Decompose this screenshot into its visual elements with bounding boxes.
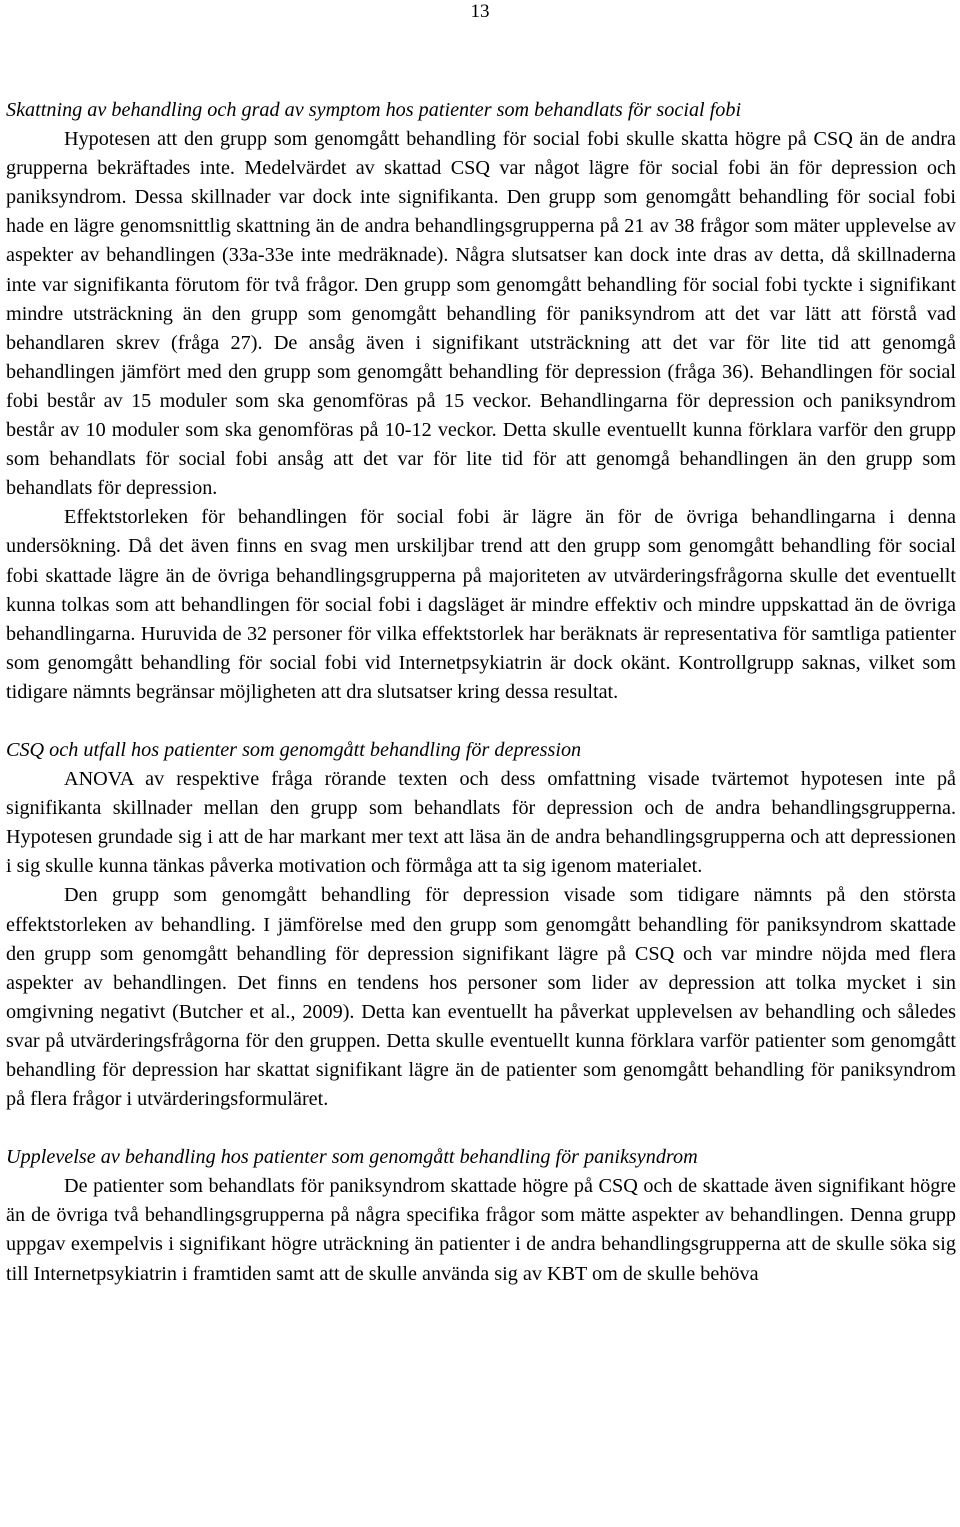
paragraph: ANOVA av respektive fråga rörande texten och dess omfattning visade tvärtemot hypotesen inte på signifikanta skillnader mellan den grupp som behandlats för depression och de andra behandlingsgrupperna. Hypotesen grundade sig i att de har markant mer text att läsa än de andra behandlingsgrupperna och att depressionen i sig skulle kunna tänkas påverka motivation och förmåga att ta sig igenom materialet.	[6, 768, 956, 878]
section-spacer	[6, 707, 956, 736]
section-heading: Skattning av behandling och grad av symptom hos patienter som behandlats för social fobi	[6, 99, 742, 121]
section-heading: Upplevelse av behandling hos patienter som genomgått behandling för paniksyndrom	[6, 1146, 698, 1169]
section-paniksyndrom	[6, 1143, 956, 1288]
paragraph: Hypotesen att den grupp som genomgått behandling för social fobi skulle skatta högre på CSQ än de andra grupperna bekräftades inte. Medelvärdet av skattad CSQ var något lägre för social fobi än för depression och paniksyndrom. Dessa skillnader var dock inte signifikanta. Den grupp som genomgått behandling för social fobi hade en lägre genomsnittlig skattning än de andra behandlingsgrupperna på 21 av 38 frågor som mäter upplevelse av aspekter av behandlingen (33a-33e inte medräknade). Några slutsatser kan dock inte dras av detta, då skillnaderna inte var signifikanta förutom för två frågor. Den grupp som genomgått behandling för social fobi tyckte i signifikant mindre utsträckning än den grupp som genomgått behandling för paniksyndrom att det var lätt att förstå vad behandlaren skrev (fråga 27). De ansåg även i signifikant utsträckning att det var för lite tid att genomgå behandlingen jämfört med den grupp som genomgått behandling för depression (fråga 36). Behandlingen för social fobi består av 15 moduler som ska genomföras på 15 veckor. Behandlingarna för depression och paniksyndrom består av 10 moduler som ska genomföras på 10-12 veckor. Detta skulle eventuellt kunna förklara varför den grupp som behandlats för social fobi ansåg att det var för lite tid för att genomgå behandlingen än den grupp som behandlats för depression.	[6, 128, 956, 500]
section-heading: CSQ och utfall hos patienter som genomgått behandling för depression	[6, 738, 582, 761]
paragraph: De patienter som behandlats för paniksyndrom skattade högre på CSQ och de skattade även signifikant högre än de övriga två behandlingsgrupperna på några specifika frågor som mätte aspekter av behandlingen. Denna grupp uppgav exempelvis i signifikant högre uträckning än patienter i de andra behandlingsgrupperna att de skulle söka sig till Internetpsykiatrin i framtiden samt att de skulle använda sig av KBT om de skulle behöva	[6, 1175, 956, 1285]
section-social-fobi	[6, 96, 956, 707]
page-number: 13	[470, 1, 490, 22]
section-spacer	[6, 1114, 956, 1143]
paragraph: Effektstorleken för behandlingen för social fobi är lägre än för de övriga behandlingarna i denna undersökning. Då det även finns en svag men urskiljbar trend att den grupp som genomgått behandling för social fobi skattade lägre än de övriga behandlingsgrupperna på majoriteten av utvärderingsfrågorna skulle det eventuellt kunna tolkas som att behandlingen för social fobi i dagsläget är mindre effektiv och mindre uppskattad än de övriga behandlingarna. Huruvida de 32 personer för vilka effektstorlek har beräknats är representativa för samtliga patienter som genomgått behandling för social fobi vid Internetpsykiatrin är dock okänt. Kontrollgrupp saknas, vilket som tidigare nämnts begränsar möjligheten att dra slutsatser kring dessa resultat.	[6, 506, 956, 703]
document-body	[6, 96, 956, 1289]
paragraph: Den grupp som genomgått behandling för depression visade som tidigare nämnts på den största effektstorleken av behandling. I jämförelse med den grupp som genomgått behandling för paniksyndrom skattade den grupp som genomgått behandling för depression signifikant lägre på CSQ och var mindre nöjda med flera aspekter av behandlingen. Det finns en tendens hos personer som lider av depression att tolka mycket i sin omgivning negativt (Butcher et al., 2009). Detta kan eventuellt ha påverkat upplevelsen av behandling och således svar på utvärderingsfrågorna för den gruppen. Detta skulle eventuellt kunna förklara varför patienter som genomgått behandling för depression har skattat signifikant lägre än de patienter som genomgått behandling för paniksyndrom på flera frågor i utvärderingsformuläret.	[6, 884, 956, 1111]
section-depression	[6, 736, 956, 1114]
